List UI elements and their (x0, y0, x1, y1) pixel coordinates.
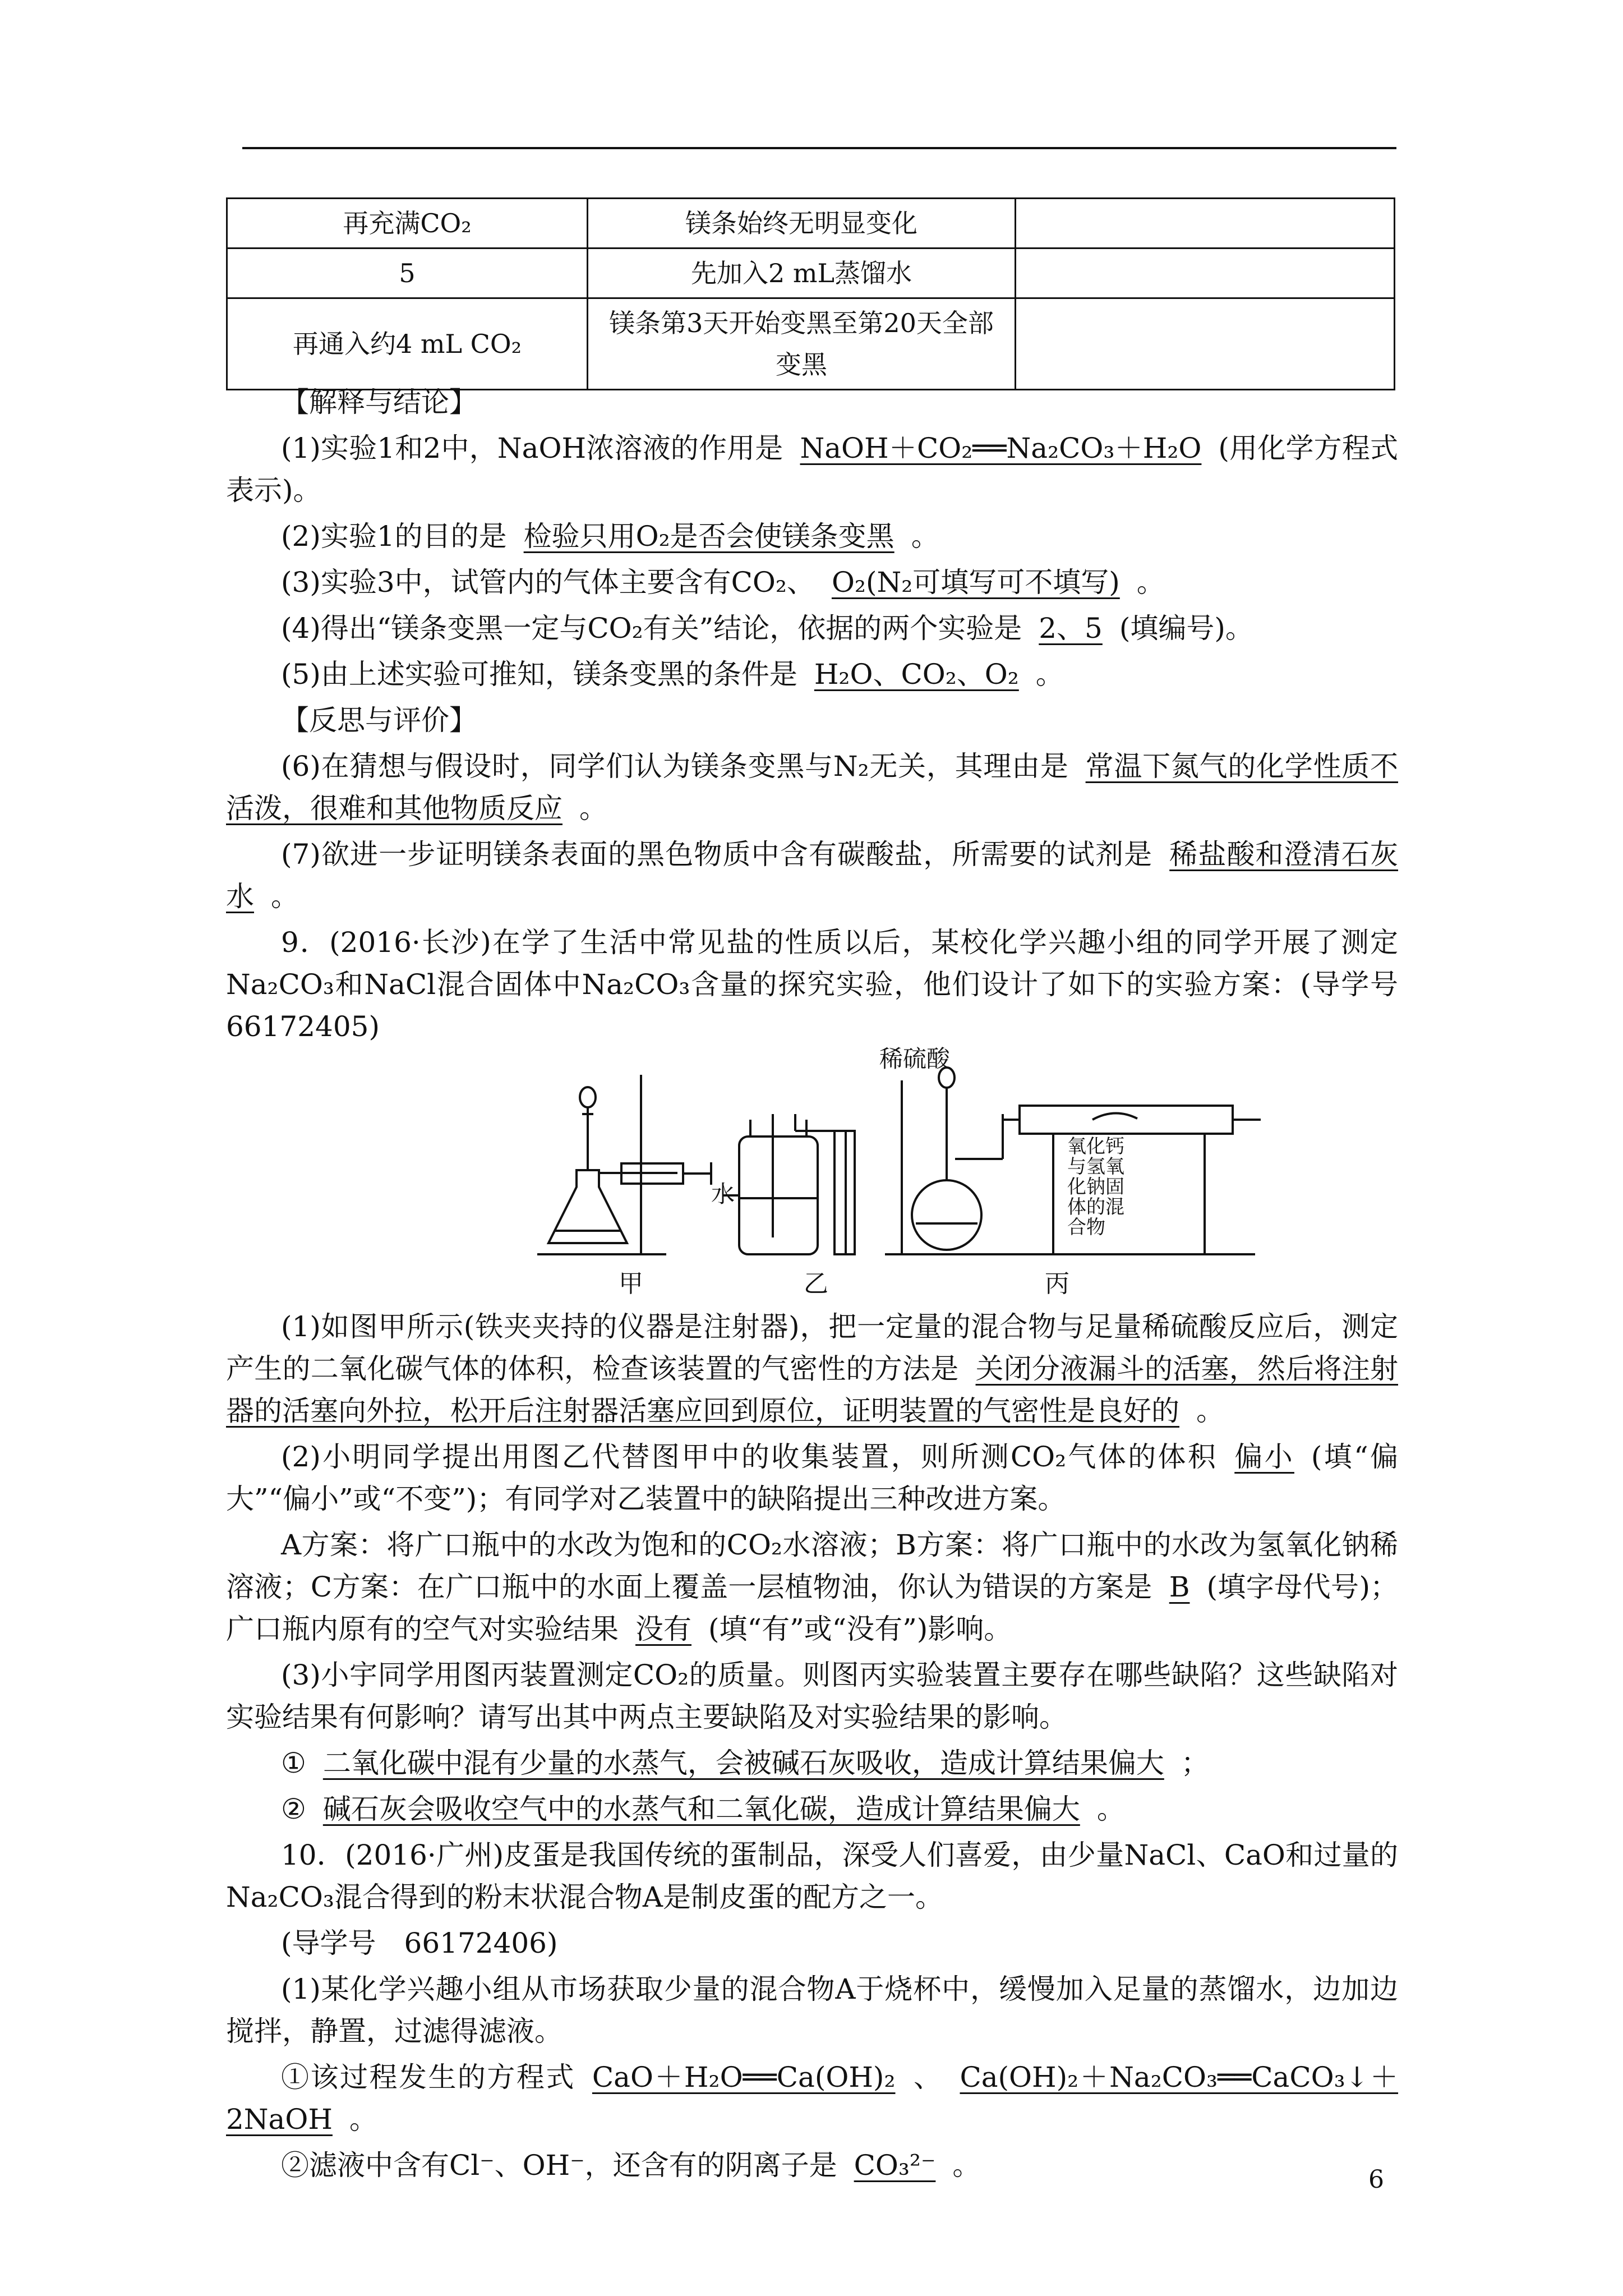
answer: Ca(OH)₂＋Na₂CO₃══CaCO₃↓＋2NaOH (226, 2061, 1399, 2136)
table-cell: 镁条始终无明显变化 (588, 199, 1016, 249)
period: 。 (952, 2149, 981, 2182)
problem-9-question-3: (3)小宇同学用图丙装置测定CO₂的质量。则图丙实验装置主要存在哪些缺陷？这些缺陷对实验结果有何影响？请写出其中两点主要缺陷及对实验结果的影响。 (226, 1659, 1398, 1733)
apparatus-drawing (537, 1052, 1378, 1299)
problem-10-answer-a (226, 2056, 1398, 2141)
answer: 常温下氮气的化学性质不活泼，很难和其他物质反应 (226, 750, 1399, 825)
question-stem: (1)实验1和2中，NaOH浓溶液的作用是 (281, 432, 783, 464)
problem-9-answer-2 (226, 1788, 1398, 1830)
item-number: ② (281, 1793, 306, 1825)
problem-9-question-2 (226, 1436, 1398, 1520)
answer: 检验只用O₂是否会使镁条变黑 (523, 520, 895, 553)
problem-10-question-1: (1)某化学兴趣小组从市场获取少量的混合物A于烧杯中，缓慢加入足量的蒸馏水，边加边搅拌，静置，过滤得滤液。 (226, 1973, 1398, 2047)
question-stem: (2)实验1的目的是 (281, 520, 507, 553)
answer: 没有 (635, 1613, 691, 1645)
period: 。 (271, 880, 299, 913)
table-cell: 先加入2 mL蒸馏水 (588, 249, 1016, 298)
label-solid-mixture: 氧化钙与氢氧化钠固体的混合物 (1067, 1135, 1124, 1239)
answer: NaOH＋CO₂══Na₂CO₃＋H₂O (800, 432, 1202, 464)
experiment-table (226, 197, 1395, 390)
table-cell: 镁条第3天开始变黑至第20天全部变黑 (588, 298, 1016, 390)
question-stem: (7)欲进一步证明镁条表面的黑色物质中含有碳酸盐，所需要的试剂是 (281, 838, 1153, 871)
question-stem: (6)在猜想与假设时，同学们认为镁条变黑与N₂无关，其理由是 (281, 750, 1069, 783)
question-stem: ①该过程发生的方程式 (281, 2061, 575, 2093)
section-heading-reflect: 【反思与评价】 (281, 704, 477, 737)
question-tail: (填“偏大”“偏小”或“不变”)；有同学对乙装置中的缺陷提出三种改进方案。 (226, 1441, 1399, 1515)
problem-10-intro: 10．(2016·广州)皮蛋是我国传统的蛋制品，深受人们喜爱，由少量NaCl、CaO和过量的Na₂CO₃混合得到的粉末状混合物A是制皮蛋的配方之一。 (226, 1839, 1398, 1913)
answer: 二氧化碳中混有少量的水蒸气，会被碱石灰吸收，造成计算结果偏大 (322, 1747, 1164, 1779)
answer: 碱石灰会吸收空气中的水蒸气和二氧化碳，造成计算结果偏大 (322, 1793, 1080, 1825)
question-stem: (4)得出“镁条变黑一定与CO₂有关”结论，依据的两个实验是 (281, 612, 1022, 645)
answer: 2、5 (1039, 612, 1103, 645)
answer: CaO＋H₂O══Ca(OH)₂ (592, 2061, 896, 2093)
problem-9-answer-1 (226, 1742, 1398, 1784)
question-stem: (3)实验3中，试管内的气体主要含有CO₂、 (281, 566, 815, 599)
separator: 、 (912, 2061, 943, 2093)
question-stem: ②滤液中含有Cl⁻、OH⁻，还含有的阴离子是 (281, 2149, 837, 2182)
caption-a: 甲 (619, 1269, 643, 1298)
label-dilute-sulfuric-acid: 稀硫酸 (879, 1045, 951, 1073)
question-tail: (用化学方程式表示)。 (226, 432, 1399, 507)
period: 。 (1035, 658, 1064, 691)
period: 。 (1196, 1395, 1224, 1427)
question-5 (226, 654, 1398, 696)
table-cell: 5 (227, 249, 588, 298)
apparatus-figure (226, 1045, 1398, 1299)
question-tail: (填“有”或“没有”)影响。 (708, 1613, 1012, 1645)
question-4 (226, 608, 1398, 650)
problem-10-guide-number: (导学号 66172406) (281, 1927, 558, 1959)
item-number: ① (281, 1747, 306, 1779)
question-1 (226, 427, 1398, 512)
semicolon: ； (1181, 1747, 1209, 1779)
period: 。 (1096, 1793, 1125, 1825)
table-cell: 再通入约4 mL CO₂ (227, 298, 588, 390)
answer: B (1169, 1571, 1190, 1603)
answer: H₂O、CO₂、O₂ (814, 658, 1019, 691)
table-cell (1016, 298, 1395, 390)
table-cell (1016, 199, 1395, 249)
label-water: 水 (711, 1180, 735, 1208)
problem-10-answer-b (226, 2145, 1398, 2187)
table-cell: 再充满CO₂ (227, 199, 588, 249)
problem-9-intro: 9．(2016·长沙)在学了生活中常见盐的性质以后，某校化学兴趣小组的同学开展了测定Na₂CO₃和NaCl混合固体中Na₂CO₃含量的探究实验，他们设计了如下的实验方案：(导学号 66172405) (226, 926, 1426, 1043)
question-6 (226, 746, 1398, 830)
period: 。 (579, 792, 607, 825)
table-row (227, 298, 1395, 390)
answer: 稀盐酸和澄清石灰水 (226, 838, 1399, 913)
question-text (226, 381, 1426, 2191)
question-stem: (1)如图甲所示(铁夹夹持的仪器是注射器)，把一定量的混合物与足量稀硫酸反应后，测定产生的二氧化碳气体的体积，检查该装置的气密性的方法是 (226, 1310, 1398, 1385)
answer: 偏小 (1234, 1441, 1294, 1473)
caption-b: 乙 (804, 1269, 828, 1298)
question-3 (226, 562, 1398, 604)
answer: O₂(N₂可填写可不填写) (831, 566, 1120, 599)
problem-9-options (226, 1524, 1398, 1650)
question-mid: (填字母代号)；广口瓶内原有的空气对实验结果 (226, 1571, 1398, 1645)
header-rule (242, 147, 1396, 149)
period: 。 (911, 520, 939, 553)
period: 。 (349, 2103, 377, 2136)
table-row (227, 199, 1395, 249)
answer: CO₃²⁻ (854, 2149, 936, 2182)
page-number: 6 (1368, 2165, 1384, 2194)
question-stem: (2)小明同学提出用图乙代替图甲中的收集装置，则所测CO₂气体的体积 (281, 1441, 1218, 1473)
caption-c: 丙 (1045, 1269, 1069, 1298)
question-stem: (5)由上述实验可推知，镁条变黑的条件是 (281, 658, 797, 691)
problem-9-question-1 (226, 1306, 1398, 1432)
question-2 (226, 516, 1398, 558)
answer: 关闭分液漏斗的活塞，然后将注射器的活塞向外拉，松开后注射器活塞应回到原位，证明装置的气密性是良好的 (226, 1352, 1398, 1427)
period: 。 (1136, 566, 1165, 599)
table-row (227, 249, 1395, 298)
question-7 (226, 834, 1398, 918)
table-cell (1016, 249, 1395, 298)
section-heading-explain: 【解释与结论】 (281, 386, 477, 418)
question-stem: A方案：将广口瓶中的水改为饱和的CO₂水溶液；B方案：将广口瓶中的水改为氢氧化钠稀溶液；C方案：在广口瓶中的水面上覆盖一层植物油，你认为错误的方案是 (226, 1529, 1398, 1603)
question-tail: (填编号)。 (1119, 612, 1253, 645)
